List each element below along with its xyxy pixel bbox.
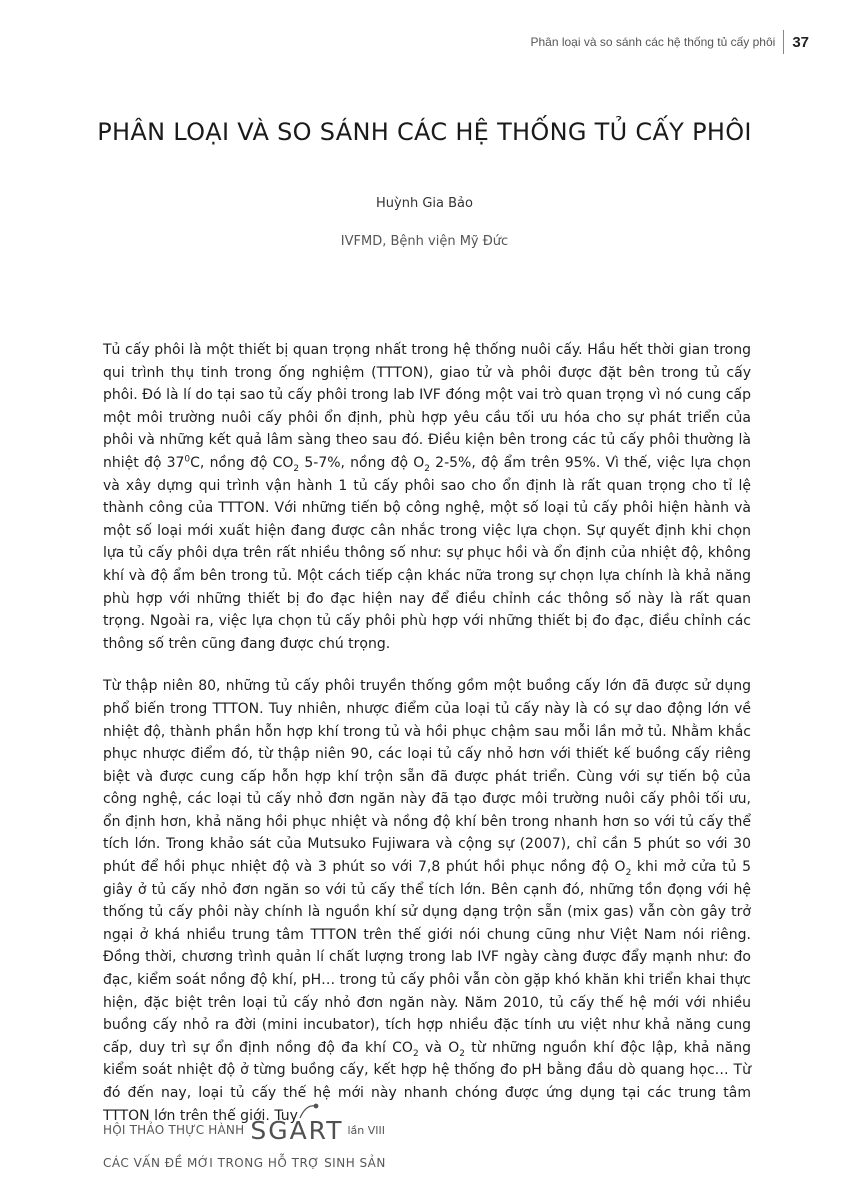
running-header — [530, 30, 809, 54]
p2-text-a: Từ thập niên 80, những tủ cấy phôi truyền thống gồm một buồng cấy lớn đã được sử dụng phổ biến trong TTTON. Tuy nhiên, nhược điểm của loại tủ cấy này là có sự dao động lớn về nhiệt độ, thành phần hỗn hợp khí trong tủ và hồi phục chậm sau mỗi lần mở tủ. Nhằm khắc phục nhược điểm đó, từ thập niên 90, các loại tủ cấy nhỏ hơn với thiết kế buồng cấy riêng biệt và được cung cấp hỗn hợp khí trộn sẵn đã được phát triển. Cùng với sự tiến bộ của công nghệ, các loại tủ cấy nhỏ đơn ngăn này đã tạo được môi trường nuôi cấy phôi tối ưu, ổn định hơn, khả năng hồi phục nhiệt và nồng độ khí bên trong nhanh hơn so với tủ cấy thể tích lớn. Trong khảo sát của Mutsuko Fujiwara và cộng sự (2007), chỉ cần 5 phút so với 30 phút để hồi phục nhiệt độ và 3 phút so với 7,8 phút hồi phục nồng độ O — [103, 678, 751, 876]
conference-subtitle: CÁC VẤN ĐỀ MỚI TRONG HỖ TRỢ SINH SẢN — [103, 1156, 386, 1170]
p1-superscript: 0 — [184, 454, 191, 465]
page-footer — [103, 1106, 386, 1170]
p2-subscript-3: 2 — [459, 1048, 465, 1059]
sgart-logo — [250, 1116, 343, 1145]
author-name: Huỳnh Gia Bảo — [376, 196, 473, 211]
p2-text-b: khi mở cửa tủ 5 giây ở tủ cấy nhỏ đơn ngăn so với tủ cấy thể tích lớn. Bên cạnh đó, những tồn đọng với hệ thống tủ cấy phôi này chính là nguồn khí sử dụng dạng trộn sẵn (mix gas) vẫn còn gây trở ngại ở khá nhiều trung tâm TTTON trên thế giới nói chung cũng như Việt Nam nói riêng. Đồng thời, chương trình quản lí chất lượng trong lab IVF ngày càng được đẩy mạnh như: đo đạc, kiểm soát nồng độ khí, pH… trong tủ cấy phôi vẫn còn gặp khó khăn khi triển khai thực hiện, đặc biệt trên loại tủ cấy nhỏ đơn ngăn này. Năm 2010, tủ cấy thế hệ mới với nhiều buồng cấy nhỏ ra đời (mini incubator), tích hợp nhiều đặc tính ưu việt như khả năng cung cấp, duy trì sự ổn định nồng độ đa khí CO — [103, 859, 751, 1056]
footer-conference-line — [103, 1106, 386, 1154]
body-paragraph-1 — [103, 339, 751, 655]
p2-subscript-2: 2 — [412, 1048, 419, 1059]
p2-text-d: từ những nguồn khí độc lập, khả năng kiểm soát nhiệt độ ở từng buồng cấy, kết hợp hệ thống đo pH bằng đầu dò quang học… Từ đó đến nay, loại tủ cấy thế hệ mới này nhanh chóng được ứng dụng tại các trung tâm TTTON lớn trên thế giới. Tuy — [103, 1039, 751, 1124]
conference-edition: lần VIII — [347, 1123, 386, 1137]
p2-text-c: và O — [418, 1039, 460, 1056]
p1-subscript-2: 2 — [424, 463, 430, 474]
article-body — [103, 339, 751, 1147]
body-paragraph-2 — [103, 675, 751, 1127]
article-title: PHÂN LOẠI VÀ SO SÁNH CÁC HỆ THỐNG TỦ CẤY PHÔI — [97, 118, 752, 146]
p1-text-c: 5-7%, nồng độ O — [299, 454, 425, 471]
running-title: Phân loại và so sánh các hệ thống tủ cấy phôi — [530, 35, 776, 49]
logo-orbit-icon — [298, 1102, 320, 1120]
conference-name: HỘI THẢO THỰC HÀNH — [103, 1123, 245, 1137]
author-affiliation: IVFMD, Bệnh viện Mỹ Đức — [340, 234, 509, 249]
page-number: 37 — [792, 33, 809, 51]
p1-subscript-1: 2 — [293, 463, 300, 474]
p1-text-a: Tủ cấy phôi là một thiết bị quan trọng nhất trong hệ thống nuôi cấy. Hầu hết thời gian trong qui trình thụ tinh trong ống nghiệm (TTTON), giao tử và phôi được đặt bên trong tủ cấy phôi. Đó là lí do tại sao tủ cấy phôi trong lab IVF đóng một vai trò quan trọng vì nó cung cấp một môi trường nuôi cấy phôi ổn định, phù hợp yêu cầu tối ưu hóa cho sự phát triển của phôi và những kết quả lâm sàng theo sau đó. Điều kiện bên trong các tủ cấy phôi thường là nhiệt độ 37 — [103, 342, 751, 471]
p2-subscript-1: 2 — [625, 867, 632, 878]
sgart-logo-text: SGART — [250, 1115, 344, 1145]
p1-text-d: 2-5%, độ ẩm trên 95%. Vì thế, việc lựa chọn và xây dựng qui trình vận hành 1 tủ cấy phôi sao cho ổn định là rất quan trọng cho tỉ lệ thành công của TTTON. Với những tiến bộ công nghệ, một số loại tủ cấy phôi hiện hành và một số loại mới xuất hiện đang được cân nhắc trong việc lựa chọn. Sự quyết định khi chọn lựa tủ cấy phôi dựa trên rất nhiều thông số như: sự phục hồi và ổn định của nhiệt độ, không khí và độ ẩm bên trong tủ. Một cách tiếp cận khác nữa trong sự chọn lựa chính là khả năng phù hợp với những thiết bị đo đạc hiện nay để điều chỉnh các thông số này là rất quan trọng. Ngoài ra, việc lựa chọn tủ cấy phôi phù hợp với những thiết bị đo đạc, điều chỉnh các thông số trên cũng đang được chú trọng. — [103, 454, 751, 652]
p1-text-b: C, nồng độ CO — [190, 454, 294, 471]
